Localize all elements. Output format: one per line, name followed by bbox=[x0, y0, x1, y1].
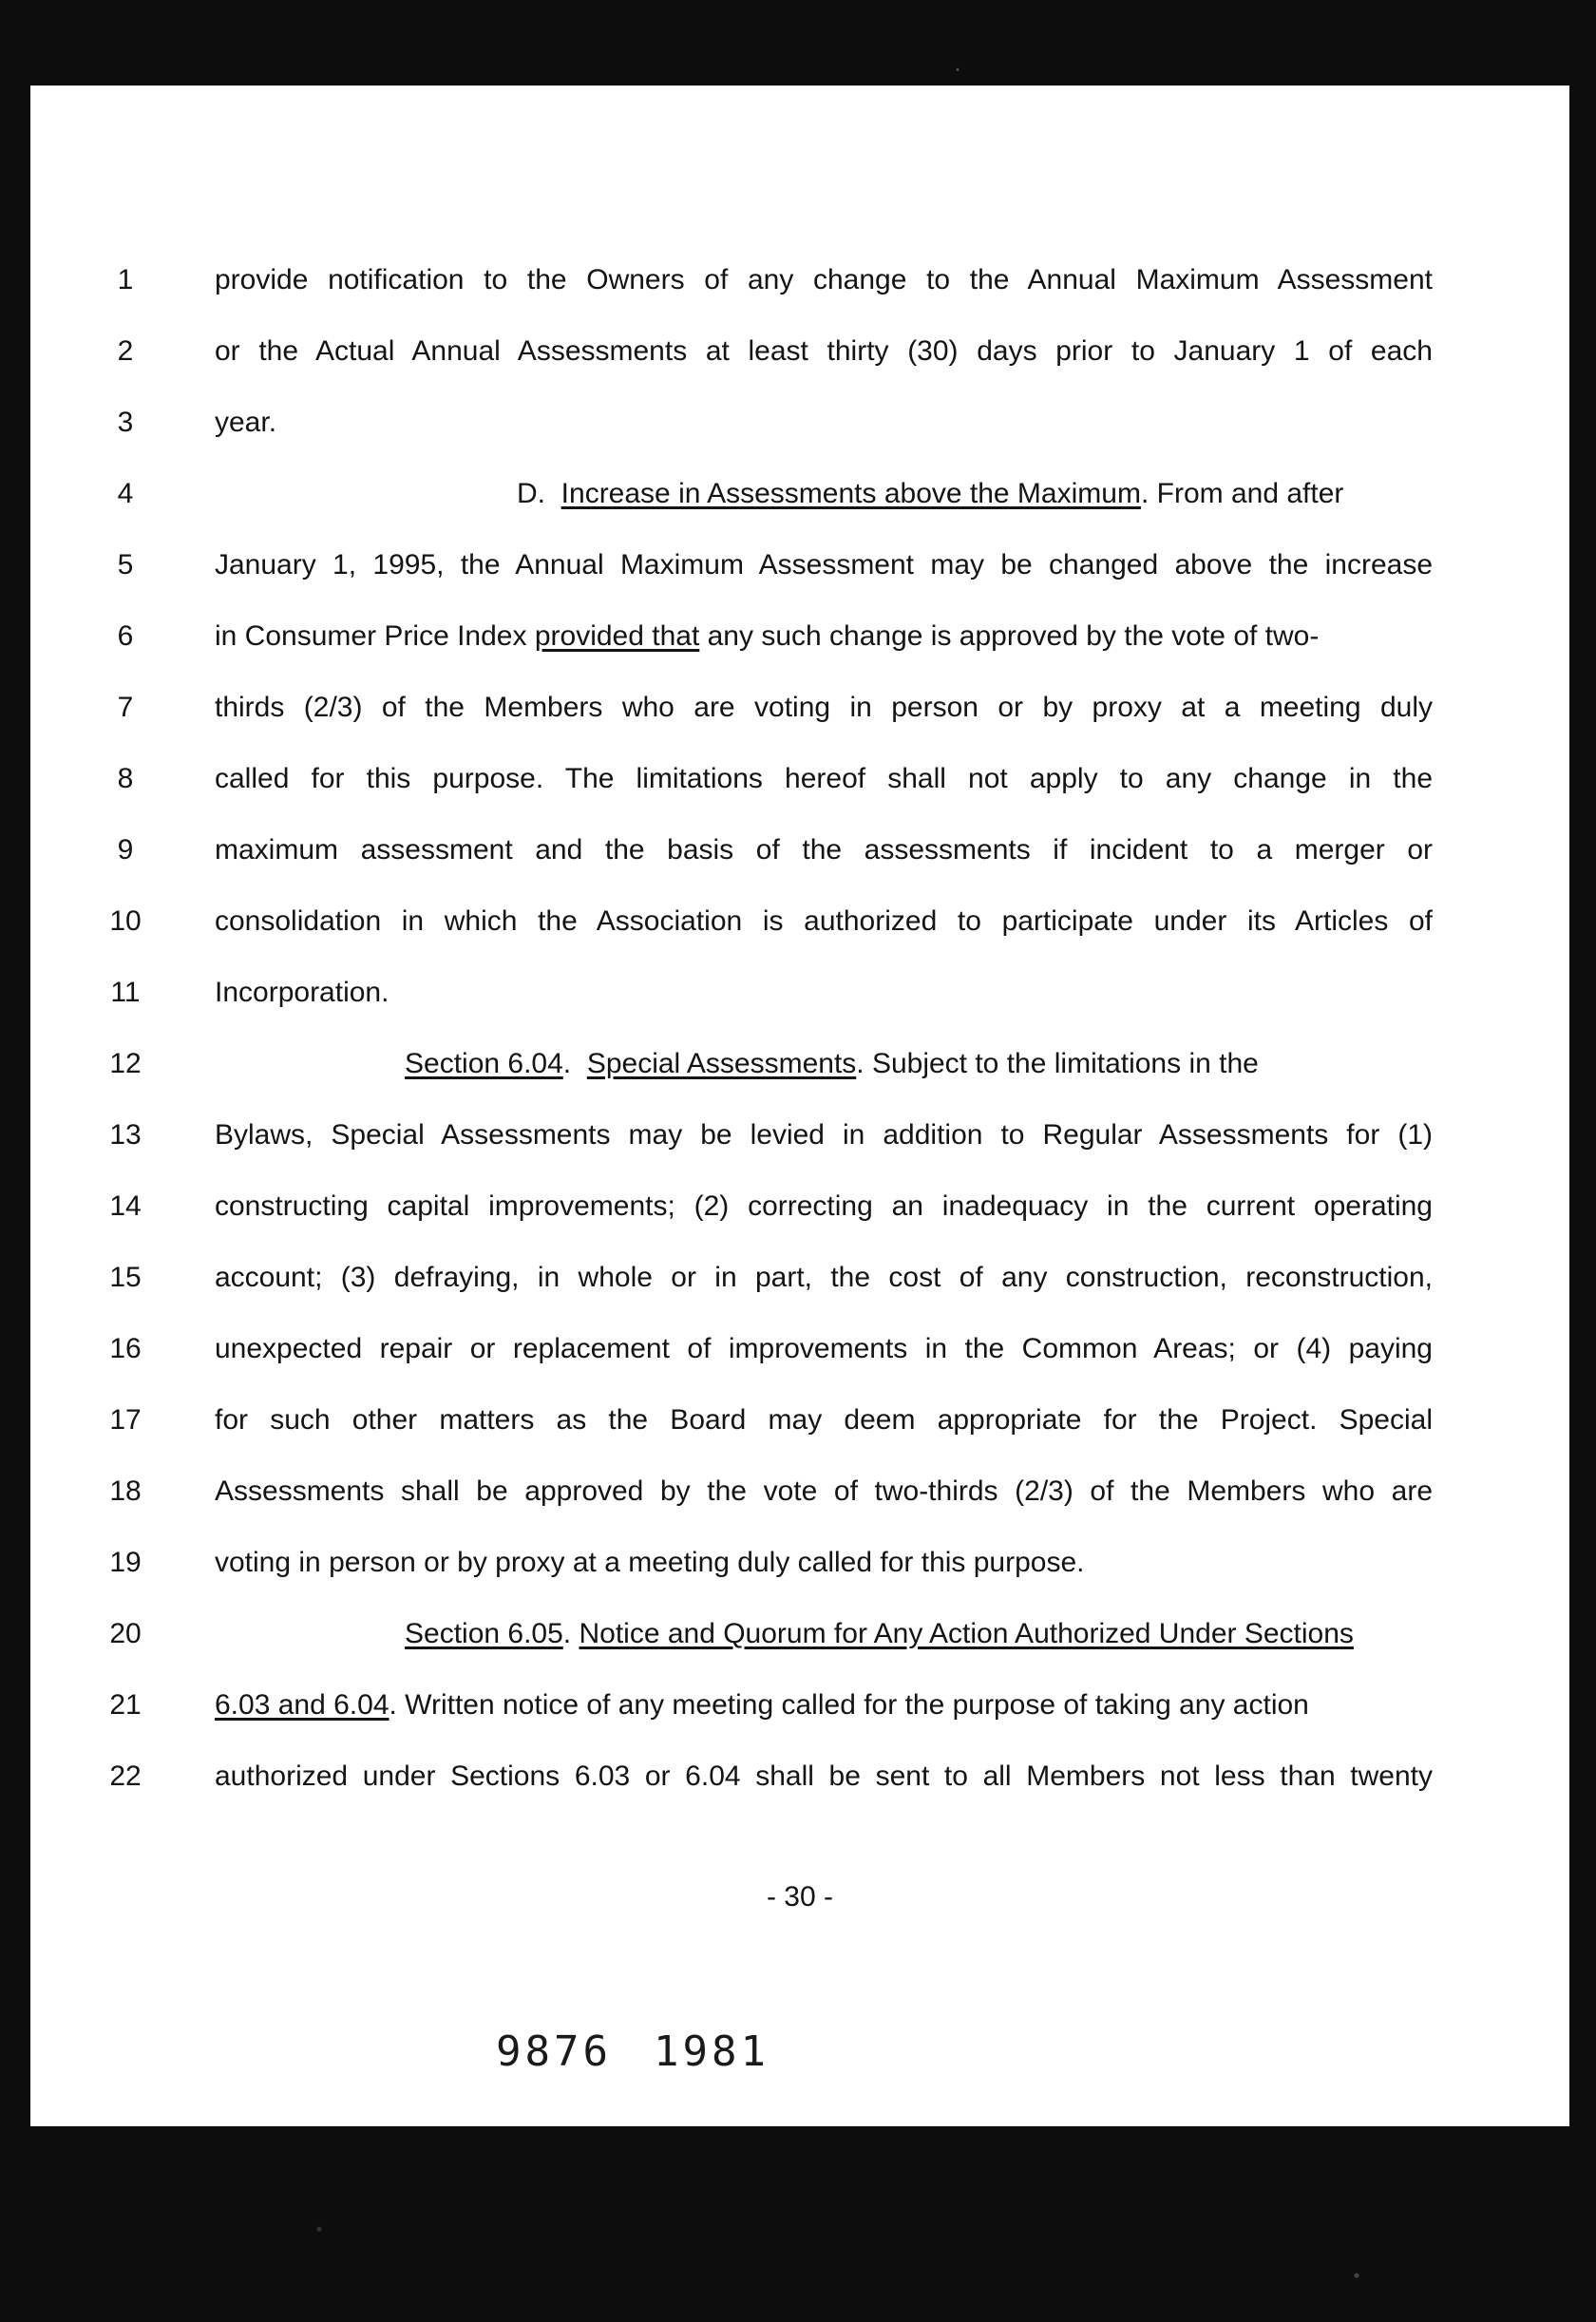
line-number: 19 bbox=[109, 1547, 142, 1578]
line-number: 3 bbox=[117, 407, 134, 438]
line-1 bbox=[30, 252, 1569, 309]
section-number: Section 6.05 bbox=[405, 1618, 563, 1649]
section-heading: Special Assessments bbox=[586, 1048, 857, 1079]
line-text: account; (3) defraying, in whole or in part, the cost of any construction, reconstruction, bbox=[215, 1262, 1433, 1293]
line-text: called for this purpose. The limitations hereof shall not apply to any change in the bbox=[215, 763, 1433, 794]
line-text: Section 6.05. Notice and Quorum for Any Action Authorized Under Sections bbox=[405, 1618, 1354, 1649]
line-20 bbox=[30, 1606, 1569, 1663]
line-7 bbox=[30, 679, 1569, 736]
line-18 bbox=[30, 1463, 1569, 1520]
line-number: 5 bbox=[117, 549, 134, 580]
subsection-label: D. bbox=[517, 478, 545, 509]
section-heading-continued: 6.03 and 6.04 bbox=[215, 1689, 390, 1721]
line-10 bbox=[30, 893, 1569, 950]
line-text: Incorporation. bbox=[215, 977, 390, 1008]
line-number: 14 bbox=[109, 1190, 142, 1222]
line-2 bbox=[30, 323, 1569, 380]
line-4 bbox=[30, 466, 1569, 523]
line-number: 6 bbox=[117, 620, 134, 652]
line-number: 18 bbox=[109, 1475, 142, 1507]
line-15 bbox=[30, 1249, 1569, 1306]
line-number: 15 bbox=[109, 1262, 142, 1293]
line-text: Section 6.04. Special Assessments. Subject to the limitations in the bbox=[405, 1048, 1259, 1079]
line-number: 7 bbox=[117, 692, 134, 723]
line-text: voting in person or by proxy at a meeting duly called for this purpose. bbox=[215, 1547, 1085, 1578]
line-text: D. Increase in Assessments above the Maximum. From and after bbox=[517, 478, 1344, 509]
line-number: 10 bbox=[109, 905, 142, 937]
line-8 bbox=[30, 751, 1569, 808]
line-text: in Consumer Price Index provided that any such change is approved by the vote of two- bbox=[215, 620, 1320, 652]
line-number: 12 bbox=[109, 1048, 142, 1079]
line-22 bbox=[30, 1748, 1569, 1805]
line-text: maximum assessment and the basis of the assessments if incident to a merger or bbox=[215, 834, 1433, 866]
line-text: for such other matters as the Board may deem appropriate for the Project. Special bbox=[215, 1404, 1433, 1436]
section-number: Section 6.04 bbox=[405, 1048, 563, 1079]
line-13 bbox=[30, 1107, 1569, 1164]
line-11 bbox=[30, 964, 1569, 1021]
line-14 bbox=[30, 1178, 1569, 1235]
line-text: year. bbox=[215, 407, 277, 438]
line-16 bbox=[30, 1321, 1569, 1378]
line-number: 1 bbox=[117, 264, 134, 295]
line-number: 17 bbox=[109, 1404, 142, 1436]
line-number: 16 bbox=[109, 1333, 142, 1364]
line-17 bbox=[30, 1392, 1569, 1449]
line-number: 11 bbox=[110, 977, 141, 1008]
recording-number-2: 1981 bbox=[653, 2027, 770, 2076]
line-number: 21 bbox=[109, 1689, 142, 1721]
recording-number-1: 9876 bbox=[496, 2027, 612, 2076]
line-text: January 1, 1995, the Annual Maximum Assessment may be changed above the increase bbox=[215, 549, 1433, 580]
page-number: - 30 - bbox=[766, 1881, 834, 1913]
line-21 bbox=[30, 1677, 1569, 1734]
line-12 bbox=[30, 1036, 1569, 1093]
subsection-heading: Increase in Assessments above the Maximum bbox=[560, 478, 1141, 509]
line-3 bbox=[30, 394, 1569, 451]
line-text: provide notification to the Owners of any change to the Annual Maximum Assessment bbox=[215, 264, 1433, 295]
line-5 bbox=[30, 537, 1569, 594]
line-19 bbox=[30, 1534, 1569, 1591]
underlined-phrase: provided that bbox=[534, 620, 700, 652]
section-heading: Notice and Quorum for Any Action Authorized Under Sections bbox=[579, 1618, 1354, 1649]
line-number: 8 bbox=[117, 763, 134, 794]
recording-stamp bbox=[496, 2027, 811, 2076]
document-page bbox=[30, 86, 1569, 2126]
line-text: consolidation in which the Association is authorized to participate under its Articles of bbox=[215, 905, 1433, 937]
line-text: constructing capital improvements; (2) correcting an inadequacy in the current operating bbox=[215, 1190, 1433, 1222]
line-6 bbox=[30, 608, 1569, 665]
line-text: Assessments shall be approved by the vote of two-thirds (2/3) of the Members who are bbox=[215, 1475, 1433, 1507]
line-text: thirds (2/3) of the Members who are voting in person or by proxy at a meeting duly bbox=[215, 692, 1433, 723]
line-number: 22 bbox=[109, 1761, 142, 1792]
line-text: authorized under Sections 6.03 or 6.04 shall be sent to all Members not less than twenty bbox=[215, 1761, 1433, 1792]
line-number: 13 bbox=[109, 1119, 142, 1151]
line-9 bbox=[30, 822, 1569, 879]
line-number: 4 bbox=[117, 478, 134, 509]
line-number: 20 bbox=[109, 1618, 142, 1649]
line-number: 9 bbox=[117, 834, 134, 866]
line-text: unexpected repair or replacement of improvements in the Common Areas; or (4) paying bbox=[215, 1333, 1433, 1364]
line-text: 6.03 and 6.04. Written notice of any meeting called for the purpose of taking any action bbox=[215, 1689, 1309, 1721]
line-text: or the Actual Annual Assessments at least thirty (30) days prior to January 1 of each bbox=[215, 335, 1433, 367]
line-text: Bylaws, Special Assessments may be levied in addition to Regular Assessments for (1) bbox=[215, 1119, 1433, 1151]
line-number: 2 bbox=[117, 335, 134, 367]
